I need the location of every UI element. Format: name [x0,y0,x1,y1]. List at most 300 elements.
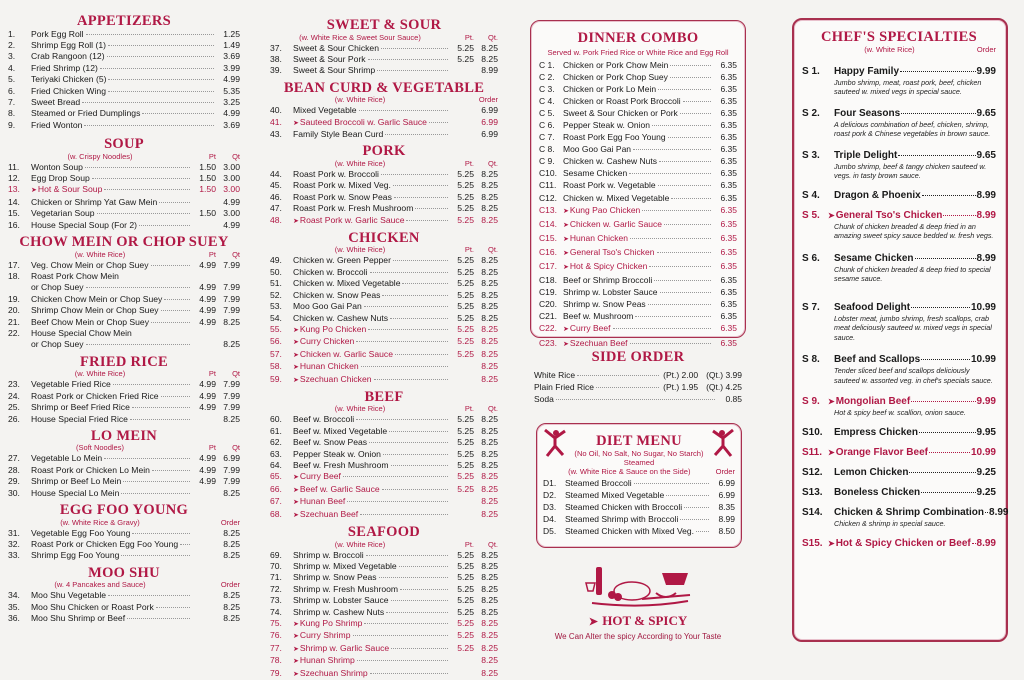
item-number: C20. [539,299,557,310]
item-number: 4. [8,62,16,73]
pepper-icon: ➤ [563,326,569,334]
quart-label: Qt [232,369,240,379]
dot-leader [649,266,711,267]
item-number: 55. [270,323,282,334]
pint-label: Pt [208,151,216,161]
diet-item [543,477,735,489]
item-price-pint: 4.99 [199,390,216,401]
price-columns [450,540,498,550]
item-number: 39. [270,65,282,76]
item-name: Beef w. Broccoli [293,414,355,425]
item-name: Pepper Steak w. Onion [293,448,381,459]
item-number: C 5. [539,107,555,118]
item-name: Veg. Chow Mein or Chop Suey [31,259,149,270]
section-fried-rice [8,355,240,425]
item-price-quart: 7.99 [223,476,240,487]
item-number: 9. [8,119,16,130]
price-columns [450,404,498,414]
item-price-quart: 8.25 [481,667,498,678]
dinner-combo-note: Served w. Pork Fried Rice or White Rice and Egg Roll [547,47,729,57]
combo-item [539,179,737,191]
hot-spicy-subtitle: We Can Alter the spicy According to Your Taste [554,632,722,641]
dot-leader [395,354,448,355]
item-name: Beef w. Garlic Sauce [299,483,380,494]
item-price: 9.25 [976,486,996,498]
item-price-quart: 4.99 [223,219,240,230]
item-price: 6.35 [720,337,737,348]
menu-item [270,471,498,483]
item-price-quart: 8.25 [481,301,498,312]
section-note: (w. White Rice) [334,539,386,549]
item-number: 11. [8,161,20,172]
combo-item [539,83,737,95]
menu-item [8,317,240,328]
combo-item [539,204,737,218]
dot-leader [84,125,214,126]
dot-leader [108,79,214,80]
pint-label: Pt. [464,32,474,42]
item-number: S 1. [802,65,820,77]
item-name: General Tso's Chicken [569,246,655,257]
menu-item [270,290,498,301]
dot-leader [664,224,711,225]
item-name: House Special Lo Mein [31,487,120,498]
diet-menu-note: (No Oil, No Salt, No Sugar, No Starch) [574,448,704,458]
pepper-icon: ➤ [828,539,835,548]
item-number: S 8. [802,354,820,365]
quart-label: Qt. [487,404,498,414]
menu-item [270,215,498,227]
specialty-line [802,354,996,365]
item-number: 57. [270,348,282,359]
menu-item [270,449,498,460]
item-name: Beef w. Fresh Mushroom [293,460,389,471]
item-name: Boneless Chicken [834,486,921,498]
item-number: 25. [8,402,20,413]
dot-leader [922,195,976,196]
dot-leader [356,341,448,342]
section-chicken [270,231,498,386]
dot-leader [113,384,190,385]
item-name: Roast Pork w. Mixed Veg. [293,180,391,191]
item-name: Shrimp or Beef Fried Rice [31,402,130,413]
item-number: 18. [8,271,20,281]
specialty-line [802,210,996,221]
quart-label: Qt [232,249,240,259]
item-name: Roast Pork or Chicken Egg Foo Young [31,539,179,549]
dot-leader [898,155,975,156]
dot-leader [415,208,448,209]
item-number: 50. [270,266,282,277]
dot-leader [364,623,448,624]
item-number: S10. [802,426,823,438]
item-description: Hot & spicy beef w. scallion, onion sauce. [834,408,966,417]
dot-leader [369,442,448,443]
item-name: Sauteed Broccoli w. Garlic Sauce [299,116,427,127]
item-number: C11. [539,180,557,191]
item-price-quart: 8.25 [481,483,498,494]
dot-leader [377,70,448,71]
item-price: 9.95 [976,426,996,438]
item-price-quart: 8.25 [223,413,240,424]
item-price: 6.35 [720,144,737,155]
item-price-pint: (Pt.) 1.95 [663,381,699,392]
item-name: Roast Pork w. Fresh Mushroom [293,203,414,214]
diet-menu-title: DIET MENU [596,433,682,449]
dot-leader [104,189,190,190]
item-name: Shrimp w. Broccoli [293,549,364,560]
pepper-icon: ➤ [563,221,569,229]
item-name: General Tso's Chicken [835,209,943,221]
item-price-quart: 8.25 [223,539,240,549]
dot-leader [382,489,448,490]
dot-leader [389,431,448,432]
pepper-icon: ➤ [293,658,299,666]
item-name: House Special Fried Rice [31,413,128,424]
item-price-pint: 4.99 [199,259,216,270]
dot-leader [680,113,711,114]
dot-leader [391,648,448,649]
item-name: Steamed or Fried Dumplings [31,108,141,119]
dot-leader [152,470,190,471]
dot-leader [130,419,190,420]
combo-item [539,155,737,167]
menu-item [270,437,498,448]
menu-item [270,426,498,437]
section-subheader [270,33,498,43]
dot-leader [670,65,711,66]
item-number: 12. [8,173,20,184]
item-price-quart: 8.25 [481,655,498,666]
dot-leader [402,283,448,284]
dot-leader [399,566,448,567]
dot-leader [343,476,448,477]
menu-item [270,169,498,180]
dot-leader [104,458,190,459]
item-description: Jumbo shrimp, meat, roast pork, beef, chicken sauteed w. mixed vegs in special sauce. [834,77,982,96]
dot-leader [86,287,190,288]
section-title: CHICKEN [348,229,420,246]
specialty-item [802,302,996,343]
menu-item [270,349,498,361]
menu-item [8,162,240,173]
item-number: 33. [8,550,20,561]
item-price-pint: 5.25 [457,460,474,471]
specialty-item [802,447,996,458]
item-price-quart: 8.99 [481,65,498,76]
item-price: 1.49 [223,39,240,50]
combo-item [539,260,737,274]
item-price-quart: 8.25 [481,42,498,53]
menu-panel-1 [8,0,240,657]
item-price-quart: 6.99 [481,116,498,127]
dot-leader [633,149,711,150]
pepper-icon: ➤ [293,621,299,629]
item-name: Szechuan Beef [299,508,359,519]
chef-specialties-title: CHEF'S SPECIALTIES [821,29,977,45]
specialty-item [802,253,996,284]
dot-leader [353,635,449,636]
section-note: (w. 4 Pancakes and Sauce) [54,580,146,590]
item-price-pint: 5.25 [457,348,474,359]
dot-leader [671,198,711,199]
menu-item [270,618,498,630]
dot-leader [108,45,214,46]
item-price-quart: 7.99 [223,282,240,293]
item-price-pint: 4.99 [199,379,216,390]
section-title: SOUP [104,136,144,153]
menu-item [270,43,498,54]
item-number: 23. [8,379,20,390]
specialty-line [802,302,996,313]
item-number: C16. [539,246,557,257]
pint-label [192,580,216,590]
item-price: 5.35 [223,85,240,96]
diet-item [543,513,735,525]
dancer-icon [711,428,735,458]
section-subheader [8,580,240,590]
item-number: D3. [543,501,557,512]
specialty-item [802,467,996,478]
combo-item [539,286,737,298]
item-name: Chicken or Roast Pork Broccoli [563,95,681,106]
dot-leader [634,483,709,484]
item-number: S 5. [802,209,820,221]
pepper-icon: ➤ [293,474,299,482]
pint-label: Pt. [464,158,474,168]
menu-item [270,414,498,425]
item-price-quart: 8.25 [223,601,240,612]
section-subheader [8,250,240,260]
item-name: Shrimp or Beef Lo Mein [31,476,122,487]
item-number: 13. [8,184,20,195]
item-name: Beef w. Mushroom [563,311,634,322]
section-subheader [270,95,498,105]
item-number: 41. [270,116,282,127]
item-number: 63. [270,448,282,459]
item-price-quart: 8.25 [481,508,498,519]
pepper-icon: ➤ [293,351,299,359]
item-name: Shrimp Egg Foo Young [31,550,120,561]
item-number: 47. [270,203,282,214]
item-name: Mongolian Beef [835,396,911,407]
specialty-line [802,150,996,161]
dot-leader [390,318,448,319]
section-title: SWEET & SOUR [326,17,442,33]
pint-label: Pt [208,369,216,379]
dot-leader [652,125,711,126]
item-name: Roast Pork w. Garlic Sauce [299,214,405,225]
item-number: C22. [539,323,557,334]
item-price-quart: 8.25 [481,618,498,629]
dot-leader [393,185,448,186]
specialty-item [802,396,996,418]
item-name: Hot & Sour Soup [37,184,103,195]
dot-leader [629,173,711,174]
item-number: C23. [539,337,557,348]
item-number: 28. [8,464,20,475]
dot-leader [370,272,448,273]
specialty-item [802,150,996,181]
item-price-quart: 8.25 [223,613,240,624]
price-columns [450,33,498,43]
item-number: S 2. [802,107,820,119]
item-number: 69. [270,549,282,560]
price-columns [450,95,498,105]
combo-item [539,274,737,286]
combo-item [539,322,737,336]
price-columns [192,580,240,590]
specialty-line [802,253,996,264]
dot-leader [385,134,448,135]
dot-leader [919,432,976,433]
item-name: Chicken w. Garlic Sauce [299,348,394,359]
item-price: 6.35 [720,107,737,118]
dot-leader [683,101,711,102]
dot-leader [381,174,448,175]
item-name: Shrimp w. Snow Peas [293,572,377,583]
item-number: 43. [270,129,282,140]
combo-item [539,143,737,155]
dot-leader [911,307,970,308]
item-price-pint: 5.25 [457,336,474,347]
item-price-quart: 8.25 [223,487,240,498]
item-price-pint: 5.25 [457,606,474,617]
item-price: 6.35 [720,71,737,82]
item-name: Sweet & Sour Chicken [293,42,379,53]
item-number: 37. [270,42,282,53]
item-name: Szechuan Beef [569,337,628,348]
pepper-icon: ➤ [293,119,299,127]
item-price: 10.99 [970,446,996,458]
item-price-pint: 4.99 [199,305,216,316]
item-name: Kung Po Shrimp [299,618,363,629]
item-price: 1.25 [223,28,240,39]
section-title: FRIED RICE [80,353,168,370]
item-name: House Special Soup (For 2) [31,219,138,230]
item-name: Shrimp Egg Roll (1) [31,39,106,50]
item-price-pint: 5.25 [457,572,474,583]
item-number: 54. [270,312,282,323]
item-name: Shrimp w. Lobster Sauce [563,287,658,298]
item-price-quart: 8.25 [223,339,240,350]
menu-item [8,220,240,231]
menu-item [270,180,498,191]
item-number: C19. [539,287,557,298]
item-name: Roast Pork Egg Foo Young [563,132,666,143]
item-description: Lobster meat, jumbo shrimp, fresh scallops, crab meat deliciously sauteed w. mixed vegs in special sauce. [834,313,992,342]
item-number: D1. [543,477,557,488]
item-name: Kung Po Chicken [299,323,367,334]
menu-item [270,374,498,386]
item-name: Triple Delight [834,149,898,161]
dot-leader [107,56,214,57]
item-name: Kung Pao Chicken [569,204,641,215]
item-price-pint: 5.25 [457,53,474,64]
item-price-quart: 8.25 [481,425,498,436]
dot-leader [357,660,448,661]
item-price-quart: 8.25 [481,278,498,289]
quart-label: Qt. [487,32,498,42]
item-name: Szechuan Chicken [299,373,372,384]
section-title: PORK [362,143,406,160]
item-price: 6.35 [720,168,737,179]
item-name: Mixed Vegetable [293,105,357,116]
item-price: 6.35 [720,299,737,310]
item-name: Teriyaki Chicken (5) [31,74,107,85]
dot-leader [121,555,190,556]
item-number: C13. [539,204,557,215]
item-price: 6.35 [720,180,737,191]
menu-item [8,379,240,390]
specialty-item [802,190,996,201]
combo-item [539,59,737,71]
item-name: Dragon & Phoenix [834,189,921,201]
pepper-icon: ➤ [563,340,569,348]
item-number: 21. [8,316,20,327]
dot-leader [666,495,709,496]
menu-item [270,54,498,65]
item-number: S13. [802,486,823,498]
item-name: Beef w. Mixed Vegetable [293,425,388,436]
menu-item [270,460,498,471]
item-price-pint: 5.25 [457,437,474,448]
item-price-pint: 5.25 [457,255,474,266]
dot-leader [911,401,975,402]
side-item [534,369,742,381]
dot-leader [97,213,190,214]
item-number: 6. [8,85,16,96]
combo-item [539,218,737,232]
item-price-pint: 5.25 [457,483,474,494]
pepper-icon: ➤ [293,486,299,494]
item-name: House Special Chow Mein [31,328,132,339]
menu-item [8,294,240,305]
item-number: 66. [270,483,282,494]
item-price-quart: 3.00 [223,161,240,172]
dancer-icon [543,428,567,458]
dot-leader [391,600,448,601]
quart-label: Qt [232,151,240,161]
price-columns [192,443,240,453]
dot-leader [347,501,448,502]
pepper-icon: ➤ [293,339,299,347]
item-price-quart: 8.25 [481,361,498,372]
item-price-pint: 5.25 [457,642,474,653]
menu-item [270,192,498,203]
item-name: Chicken or Pork Chop Suey [563,71,668,82]
item-name: Roast Pork or Chicken Fried Rice [31,390,159,401]
diet-menu-steamed: Steamed [623,457,655,467]
item-name: Chicken w. Green Pepper [293,255,391,266]
menu-item [270,607,498,618]
item-name: Beef or Shrimp Broccoli [563,275,653,286]
dot-leader [164,299,190,300]
item-name: Sesame Chicken [834,252,914,264]
dot-leader [696,531,709,532]
menu-item [8,271,240,282]
dot-leader [943,215,975,216]
item-price-quart: 7.99 [223,379,240,390]
item-name: Hunan Shrimp [299,655,355,666]
item-price-pint: 5.25 [457,583,474,594]
item-price-quart: 7.99 [223,464,240,475]
item-number: 51. [270,278,282,289]
menu-item [8,86,240,97]
item-price-pint: 5.25 [457,266,474,277]
menu-item [8,328,240,339]
dot-leader [132,533,190,534]
